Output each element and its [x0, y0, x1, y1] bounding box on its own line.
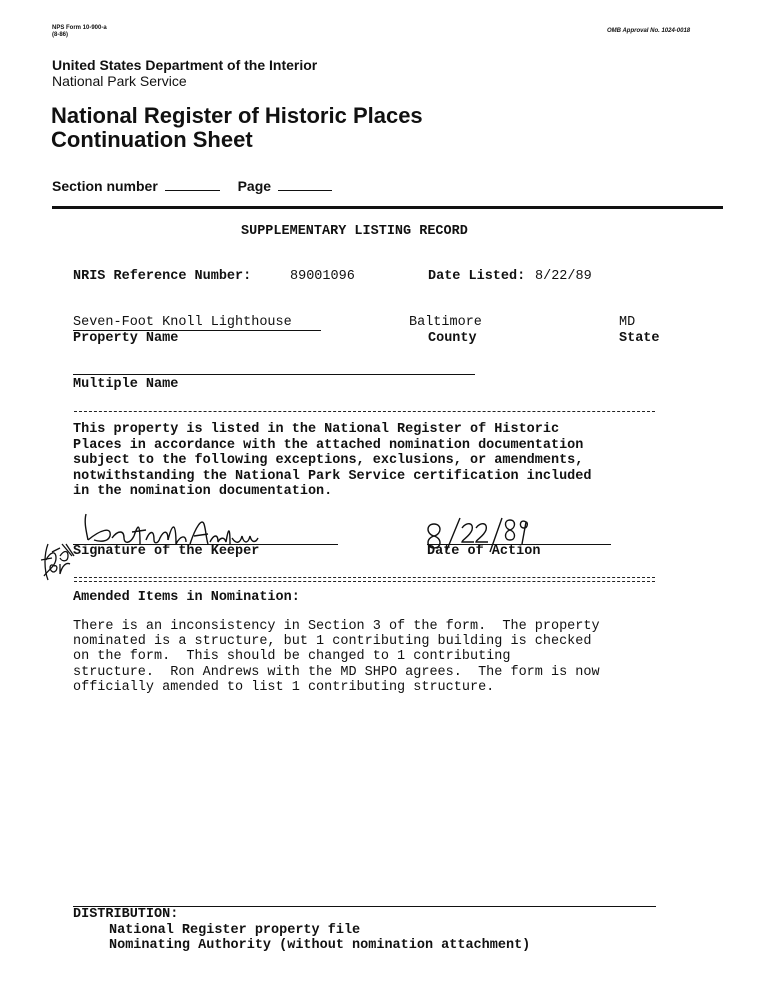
distribution-item: National Register property file: [109, 923, 361, 938]
nris-value: 89001096: [290, 269, 355, 284]
property-name-label: Property Name: [73, 331, 179, 346]
department-name: United States Department of the Interior: [52, 57, 318, 73]
date-listed-value: 8/22/89: [535, 269, 592, 284]
multiple-name-underline: [73, 374, 475, 375]
omb-approval: OMB Approval No. 1024-0018: [607, 28, 691, 34]
amended-items-heading: Amended Items in Nomination:: [73, 590, 300, 605]
section-page-row: [52, 177, 332, 194]
section-number-label: Section number: [52, 178, 158, 194]
page-number-blank: [278, 177, 332, 191]
state-value: MD: [619, 315, 636, 330]
action-date-label: Date of Action: [427, 544, 541, 559]
listing-statement: This property is listed in the National Register of Historic Places in accordance with the attached nomination documentation subject to the following exceptions, exclusions, or amendments, notwithstanding the National Park Service certification included in the nomination documentation.: [73, 422, 592, 499]
property-name-value: Seven-Foot Knoll Lighthouse: [73, 315, 292, 330]
distribution-heading: DISTRIBUTION:: [73, 907, 179, 922]
multiple-name-label: Multiple Name: [73, 377, 179, 392]
state-label: State: [619, 331, 660, 346]
record-heading: SUPPLEMENTARY LISTING RECORD: [241, 224, 468, 239]
double-dashed-divider-top: [74, 577, 655, 578]
keeper-signature-label: Signature of the Keeper: [73, 544, 260, 559]
form-number: NPS Form 10-900-a (8-86): [52, 25, 107, 38]
margin-initials: [38, 540, 74, 584]
dashed-divider: [74, 411, 655, 412]
date-listed-label: Date Listed:: [428, 269, 526, 284]
double-dashed-divider-bottom: [74, 581, 655, 582]
county-value: Baltimore: [409, 315, 482, 330]
header-rule: [52, 206, 723, 209]
county-label: County: [428, 331, 477, 346]
distribution-item: Nominating Authority (without nomination attachment): [109, 938, 531, 953]
page-label: Page: [237, 178, 272, 194]
agency-name: National Park Service: [52, 73, 187, 89]
section-number-blank: [165, 177, 220, 191]
nris-label: NRIS Reference Number:: [73, 269, 252, 284]
amendment-text: There is an inconsistency in Section 3 of the form. The property nominated is a structure, but 1 contributing building is checked on the form. This should be changed to 1 contributing structure. Ron Andrews with the MD SHPO agrees. The form is now officially amended to list 1 contributing structure.: [73, 619, 600, 695]
register-title: National Register of Historic Places Continuation Sheet: [51, 103, 423, 152]
